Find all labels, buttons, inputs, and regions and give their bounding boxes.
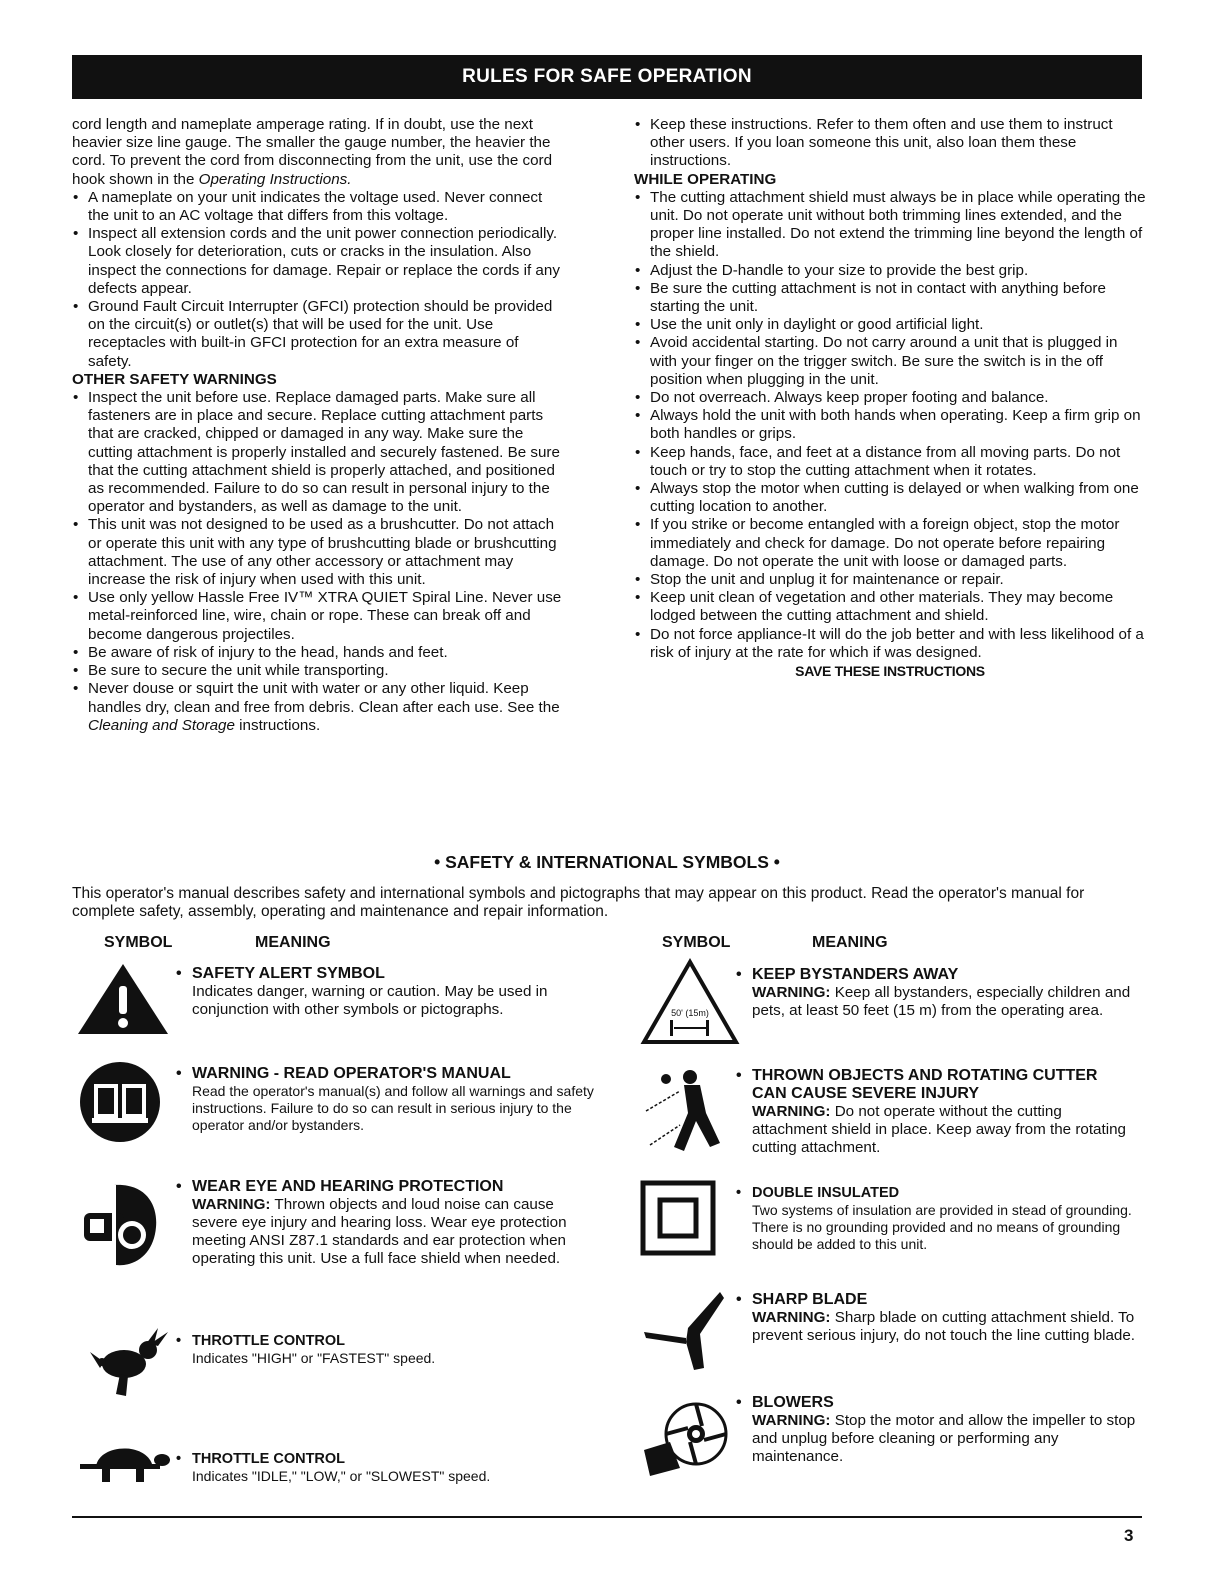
right-column xyxy=(634,116,1146,680)
symbol-title: • DOUBLE INSULATED xyxy=(736,1184,1136,1202)
symbol-description: Two systems of insulation are provided in stead of grounding. There is no grounding provided and no means of grounding should be added to this unit. xyxy=(752,1202,1132,1252)
save-instructions-note: SAVE THESE INSTRUCTIONS xyxy=(795,663,985,680)
symbol-row xyxy=(640,1288,1140,1378)
list-item: • Always stop the motor when cutting is delayed or when walking from one cutting location to another. xyxy=(634,480,1146,516)
list-item: • Always hold the unit with both hands when operating. Keep a firm grip on both handles or grips. xyxy=(634,407,1146,443)
list-item: • Be sure the cutting attachment is not in contact with anything before starting the unit. xyxy=(634,280,1146,316)
page-number: 3 xyxy=(1124,1526,1134,1545)
symbol-description: Keep all bystanders, especially children and pets, at least 50 feet (15 m) from the operating area. xyxy=(752,984,1131,1019)
symbol-row xyxy=(76,960,596,1040)
symbol-row xyxy=(640,1063,1140,1163)
paragraph: cord length and nameplate amperage rating. If in doubt, use the next heavier size line gauge. The smaller the gauge number, the heavier the cord. To prevent the cord from disconnecting from the unit, use the cord hook shown in the Operating Instructions. xyxy=(72,116,553,188)
list-item: • Stop the unit and unplug it for maintenance or repair. xyxy=(634,571,1146,589)
symbol-row xyxy=(76,1430,596,1500)
symbol-row xyxy=(76,1175,596,1295)
list-item: • Use the unit only in daylight or good artificial light. xyxy=(634,316,1146,334)
symbol-title: • SHARP BLADE xyxy=(736,1291,1136,1309)
symbol-description: Indicates "IDLE," "LOW," or "SLOWEST" speed. xyxy=(192,1468,491,1484)
bystanders-icon-label: 50' (15m) xyxy=(671,1008,709,1018)
warning-label: WARNING: xyxy=(192,1196,271,1213)
symbol-title: • THROTTLE CONTROL xyxy=(176,1332,596,1350)
list-item: • Keep these instructions. Refer to them often and use them to instruct other users. If you loan someone this unit, also loan them these instructions. xyxy=(634,116,1146,171)
double-insulated-icon xyxy=(640,1180,720,1260)
list-item: • Inspect all extension cords and the unit power connection periodically. Look closely for deterioration, cuts or cracks in the insulation. Also inspect the connections for damage. Repair or replace the cords if any defects appear. xyxy=(72,225,562,298)
bystanders-icon xyxy=(640,958,740,1048)
symbol-title: • SAFETY ALERT SYMBOL xyxy=(176,965,596,983)
symbol-row xyxy=(76,1060,596,1150)
list-item: • Use only yellow Hassle Free IV™ XTRA QUIET Spiral Line. Never use metal-reinforced line, wire, chain or rope. These can break off and become dangerous projectiles. xyxy=(72,589,562,644)
list-item: • A nameplate on your unit indicates the voltage used. Never connect the unit to an AC voltage that differs from this voltage. xyxy=(72,189,562,225)
list-item: • Adjust the D-handle to your size to provide the best grip. xyxy=(634,262,1146,280)
symbol-description: Do not operate without the cutting attachment shield in place. Keep away from the rotating cutting attachment. xyxy=(752,1103,1126,1156)
list-item: • This unit was not designed to be used as a brushcutter. Do not attach or operate this unit with any type of brushcutting blade or brushcutting attachment. The use of any other accessory or attachment may increase the risk of injury when used with this unit. xyxy=(72,516,562,589)
thrown-objects-icon xyxy=(640,1063,740,1163)
list-item: • If you strike or become entangled with a foreign object, stop the motor immediately and check for damage. Do not operate before repairing damage. Do not operate the unit with loose or damaged parts. xyxy=(634,516,1146,571)
symbol-column-header: SYMBOL xyxy=(104,934,173,951)
symbol-description: Indicates "HIGH" or "FASTEST" speed. xyxy=(192,1350,436,1366)
symbol-row xyxy=(76,1322,596,1402)
symbol-description: Stop the motor and allow the impeller to stop and unplug before cleaning or performing any maintenance. xyxy=(752,1412,1136,1465)
rabbit-icon xyxy=(76,1322,176,1402)
warning-label: WARNING: xyxy=(752,1103,831,1120)
section-heading: WHILE OPERATING xyxy=(634,170,777,188)
left-column xyxy=(72,116,562,735)
list-item: • Keep hands, face, and feet at a distance from all moving parts. Do not touch or try to stop the cutting attachment when it rotates. xyxy=(634,444,1146,480)
symbol-title: • THROTTLE CONTROL xyxy=(176,1450,616,1468)
blower-icon xyxy=(640,1390,740,1480)
list-item: • Keep unit clean of vegetation and other materials. They may become lodged between the cutting attachment and shield. xyxy=(634,589,1146,625)
list-item: • Do not overreach. Always keep proper footing and balance. xyxy=(634,389,1146,407)
meaning-column-header: MEANING xyxy=(255,934,331,951)
list-item: • Avoid accidental starting. Do not carry around a unit that is plugged in with your finger on the trigger switch. Be sure the switch is in the off position when plugging in the unit. xyxy=(634,334,1146,389)
eye-ear-protection-icon xyxy=(76,1175,176,1275)
symbol-row xyxy=(640,958,1140,1053)
symbol-title: • BLOWERS xyxy=(736,1394,1136,1412)
symbol-description: Thrown objects and loud noise can cause severe eye injury and hearing loss. Wear eye protection meeting ANSI Z87.1 standards and ear protection when operating this unit. Use a full face shield when needed. xyxy=(192,1196,567,1267)
warning-label: WARNING: xyxy=(752,984,831,1001)
list-item: • Ground Fault Circuit Interrupter (GFCI) protection should be provided on the circuit(s) or outlet(s) that will be used for the unit. Use receptacles with built-in GFCI protection for an extra measure of safety. xyxy=(72,298,562,371)
warning-label: WARNING: xyxy=(752,1412,831,1429)
symbol-title: • THROWN OBJECTS AND ROTATING CUTTER CAN CAUSE SEVERE INJURY xyxy=(736,1067,1136,1103)
symbol-row xyxy=(640,1180,1140,1270)
symbol-column-header: SYMBOL xyxy=(662,934,731,951)
symbol-description: Sharp blade on cutting attachment shield. To prevent serious injury, do not touch the line cutting blade. xyxy=(752,1309,1136,1344)
symbol-row xyxy=(640,1390,1140,1485)
symbol-title: • WEAR EYE AND HEARING PROTECTION xyxy=(176,1178,596,1196)
manual-icon xyxy=(76,1060,176,1144)
symbols-section-title: • SAFETY & INTERNATIONAL SYMBOLS • xyxy=(434,852,780,872)
symbol-title: • KEEP BYSTANDERS AWAY xyxy=(736,966,1136,984)
symbols-intro: This operator's manual describes safety and international symbols and pictographs that may appear on this product. Read the operator's manual for complete safety, assembly, operating and maintenance and repair information. xyxy=(72,885,1085,920)
meaning-column-header: MEANING xyxy=(812,934,888,951)
symbol-title: • WARNING - READ OPERATOR'S MANUAL xyxy=(176,1065,596,1083)
list-item: • Inspect the unit before use. Replace damaged parts. Make sure all fasteners are in place and secure. Replace cutting attachment parts that are cracked, chipped or damaged in any way. Make sure the cutting attachment is properly installed and securely fastened. Be sure that the cutting attachment shield is properly attached, and positioned as recommended. Failure to do so can result in personal injury to the operator and bystanders, as well as damage to the unit. xyxy=(72,389,562,516)
list-item: • Do not force appliance-It will do the job better and with less likelihood of a risk of injury at the rate for which if was designed. xyxy=(634,626,1146,662)
symbol-description: Indicates danger, warning or caution. May be used in conjunction with other symbols or pictographs. xyxy=(192,983,548,1018)
list-item: • Be sure to secure the unit while transporting. xyxy=(72,662,562,680)
section-banner: RULES FOR SAFE OPERATION xyxy=(72,55,1142,99)
list-item: • The cutting attachment shield must always be in place while operating the unit. Do not operate unit without both trimming lines extended, and the proper line installed. Do not extend the trimming line beyond the length of the shield. xyxy=(634,189,1146,262)
symbol-description: Read the operator's manual(s) and follow all warnings and safety instructions. Failure to do so can result in serious injury to the operator and/or bystanders. xyxy=(192,1083,594,1133)
turtle-icon xyxy=(76,1430,176,1490)
warning-label: WARNING: xyxy=(752,1309,831,1326)
section-heading: OTHER SAFETY WARNINGS xyxy=(72,370,277,388)
list-item: • Never douse or squirt the unit with water or any other liquid. Keep handles dry, clean and free from debris. Clean after each use. See the Cleaning and Storage instructions. xyxy=(72,680,562,735)
safety-alert-icon xyxy=(76,960,186,1038)
list-item: • Be aware of risk of injury to the head, hands and feet. xyxy=(72,644,562,662)
footer-rule xyxy=(72,1516,1142,1518)
sharp-blade-icon xyxy=(640,1288,740,1373)
